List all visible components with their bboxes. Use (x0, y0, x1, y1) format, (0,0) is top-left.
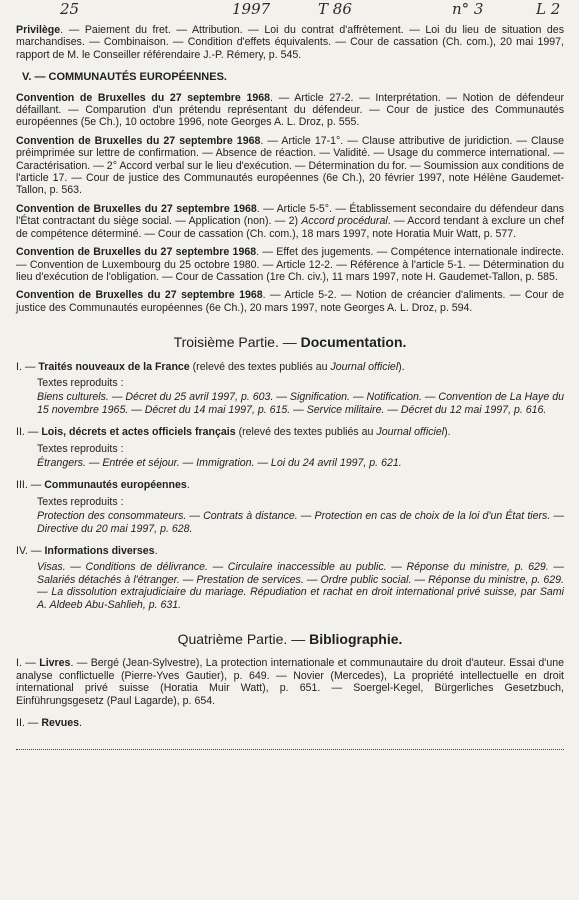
entry-lead: Convention de Bruxelles du 27 septembre 1968 (16, 91, 271, 104)
section-suffix-italic: Journal officiel (330, 360, 399, 373)
page-content (16, 24, 564, 750)
section-title: Traités nouveaux de la France (38, 360, 190, 373)
section-subheading: Textes reproduits : (37, 442, 124, 455)
dotted-rule (16, 735, 564, 750)
section-suffix: ). (444, 426, 451, 439)
section-subheading: Textes reproduits : (37, 495, 124, 508)
convention-entry (16, 246, 564, 283)
privilege-entry (16, 24, 564, 61)
section-number: IV. (16, 545, 28, 557)
convention-entry (16, 203, 564, 240)
entry-lead: Convention de Bruxelles du 27 septembre 1968 (16, 246, 257, 259)
section-title: Lois, décrets et actes officiels français (41, 426, 236, 439)
handwritten-note-number: n° 3 (452, 0, 484, 18)
bibliography-revues: II. — Revues. (16, 717, 564, 750)
part-label: Troisième Partie. (173, 334, 279, 351)
section-subheading: Textes reproduits : (37, 376, 124, 389)
doc-section-communautes: III. — Communautés européennes. Textes reproduits : Protection des consommateurs. — Contrats à distance. — Protection en cas de choix de la loi d'un État tiers. — Directive du 20 mai 1997, p. 628. (16, 479, 564, 535)
section-number: III. (16, 479, 28, 492)
section-suffix: . (79, 717, 82, 730)
section-heading-communautes: V. — COMMUNAUTÉS EUROPÉENNES. (22, 71, 227, 84)
entry-lead: Privilège (16, 24, 61, 36)
handwritten-note-left: 25 (60, 0, 80, 18)
part-heading: Bibliographie. (309, 631, 403, 648)
section-number: I. (16, 360, 22, 373)
convention-entry (16, 135, 564, 197)
entry-lead: Convention de Bruxelles du 27 septembre 1968 (16, 202, 257, 215)
section-title: Revues (41, 717, 80, 730)
section-body: . — Bergé (Jean-Sylvestre), La protection internationale et communautaire du droit d'auteur. Essai d'une analyse conflictuelle (Pierre-Yves Gautier), p. 649. — Novier (Mercedes), La propriété intellectuelle en droit international privé suisse (Horatia Muir Watt), p. 651. — Soergel-Kegel, Bürgerliches Gesetzbuch, Einführungsgesetz (Paul Lagarde), p. 654. (16, 657, 565, 707)
section-suffix: ). (398, 360, 405, 373)
handwritten-note-year: 1997 (232, 0, 271, 18)
section-title: Informations diverses (44, 545, 155, 557)
bibliography-livres: I. — Livres. — Bergé (Jean-Sylvestre), La protection internationale et communautaire du droit d'auteur. Essai d'une analyse conflictuelle (Pierre-Yves Gautier), p. 649. — Novier (Mercedes), La propriété intellectuelle en droit international privé suisse (Horatia Muir Watt), p. 651. — Soergel-Kegel, Bürgerliches Gesetzbuch, Einführungsgesetz (Paul Lagarde), p. 654. (16, 657, 565, 707)
entry-lead: Convention de Bruxelles du 27 septembre 1968 (16, 289, 263, 302)
section-body: Étrangers. — Entrée et séjour. — Immigration. — Loi du 24 avril 1997, p. 621. (37, 456, 402, 469)
doc-section-informations: IV. — Informations diverses. Visas. — Conditions de délivrance. — Circulaire inaccessible au public. — Réponse du ministre, p. 629. — Salariés détachés à l'étranger. — Prestation de services. — Ordre public social. — Réponse du ministre, p. 629. — La dissolution extrajudiciaire du mariage. Répudiation et rachat en droit international privé suisse, par Sami A. Aldeeb Abu-Sahlieh, p. 631. (16, 545, 564, 611)
convention-entry (16, 92, 564, 129)
handwritten-note-right: L 2 (536, 0, 561, 18)
section-number: I. (16, 657, 22, 670)
part-three-title (16, 334, 564, 351)
handwritten-note-tome: T 86 (318, 0, 352, 18)
entry-italic: Accord procédural (301, 215, 388, 228)
section-suffix-italic: Journal officiel (376, 426, 445, 439)
section-number: II. (16, 426, 25, 439)
part-heading: Documentation. (300, 334, 407, 351)
entry-text: . — Accord tendant à exclure un chef de compétence déterminé. — Cour de cassation (Ch. com.), 18 mars 1997, note Horatia Muir Watt, p. 577. (16, 215, 564, 240)
entry-text: . — Paiement du fret. — Attribution. — Loi du contrat d'affrètement. — Loi du lieu de situation des marchandises. — Combinaison. — Condition d'effets équivalents. — Cour de cassation (Ch. com.), 20 mai 1997, rapport de M. le Conseiller référendaire J.-P. Rémery, p. 545. (16, 24, 564, 61)
part-dash: — (282, 334, 297, 351)
part-label: Quatrième Partie. (177, 631, 288, 648)
doc-section-lois: II. — Lois, décrets et actes officiels français (relevé des textes publiés au Journal officiel). Textes reproduits : Étrangers. — Entrée et séjour. — Immigration. — Loi du 24 avril 1997, p. 621. (16, 426, 564, 469)
section-suffix: . (154, 545, 158, 557)
part-dash: — (291, 631, 306, 648)
section-body: Visas. — Conditions de délivrance. — Circulaire inaccessible au public. — Réponse du ministre, p. 629. — Salariés détachés à l'étranger. — Prestation de services. — Ordre public social. — Réponse du ministre, p. 629. — La dissolution extrajudiciaire du mariage. Répudiation et rachat en droit international privé suisse, par Sami A. Aldeeb Abu-Sahlieh, p. 631. (37, 561, 564, 611)
entry-lead: Convention de Bruxelles du 27 septembre 1968 (16, 134, 261, 147)
section-suffix: (relevé des textes publiés au (235, 426, 377, 439)
entry-text: . — Article 27-2. — Interprétation. — Notion de défendeur défaillant. — Comparution d'un prétendu représentant du défendeur. — Cour de justice des Communautés européennes (5e Ch.), 10 octobre 1996, note Georges A. L. Droz, p. 555. (16, 91, 564, 129)
entry-text: . — Article 5-5°. — Établissement secondaire du défendeur dans l'État contractant du siège social. — Application (non). — 2) (16, 202, 564, 228)
section-title: Livres (39, 657, 71, 670)
section-suffix: . (186, 479, 190, 492)
entry-text: . — Effet des jugements. — Compétence internationale indirecte. — Convention de Luxembourg du 25 octobre 1980. — Article 12-2. — Référence à l'article 5-1. — Détermination du lieu d'exécution de l'obligation. — Cour de Cassation (1re Ch. civ.), 11 mars 1997, note H. Gaudemet-Tallon, p. 585. (16, 246, 564, 283)
part-four-title (16, 631, 564, 648)
section-suffix: (relevé des textes publiés au (189, 360, 331, 373)
section-number: II. (16, 717, 25, 730)
section-body: Biens culturels. — Décret du 25 avril 1997, p. 603. — Signification. — Notification. — Convention de La Haye du 15 novembre 1965. — Décret du 14 mai 1997, p. 615. — Service militaire. — Décret du 12 mai 1997, p. 616. (37, 391, 564, 416)
doc-section-traites: I. — Traités nouveaux de la France (relevé des textes publiés au Journal officiel). Textes reproduits : Biens culturels. — Décret du 25 avril 1997, p. 603. — Signification. — Notification. — Convention de La Haye du 15 novembre 1965. — Décret du 14 mai 1997, p. 615. — Service militaire. — Décret du 12 mai 1997, p. 616. (16, 360, 564, 416)
section-title: Communautés européennes (44, 479, 187, 492)
entry-text: . — Article 17-1°. — Clause attributive de juridiction. — Clause préimprimée sur lettre de confirmation. — Absence de réaction. — Validité. — Usage du commerce international. — Caractérisation. — 2° Accord verbal sur le lieu d'exécution. — Détermination du for. — Soumission aux conditions de l'article 17. — Cour de justice des Communautés européennes (6e Ch.), 20 février 1997, note Hélène Gaudemet-Tallon, p. 563. (16, 134, 564, 197)
section-body: Protection des consommateurs. — Contrats à distance. — Protection en cas de choix de la loi d'un État tiers. — Directive du 20 mai 1997, p. 628. (37, 510, 564, 535)
convention-entry (16, 289, 564, 314)
entry-text: . — Article 5-2. — Notion de créancier d'aliments. — Cour de justice des Communautés européennes (6e Ch.), 20 mars 1997, note Georges A. L. Droz, p. 594. (16, 289, 565, 314)
